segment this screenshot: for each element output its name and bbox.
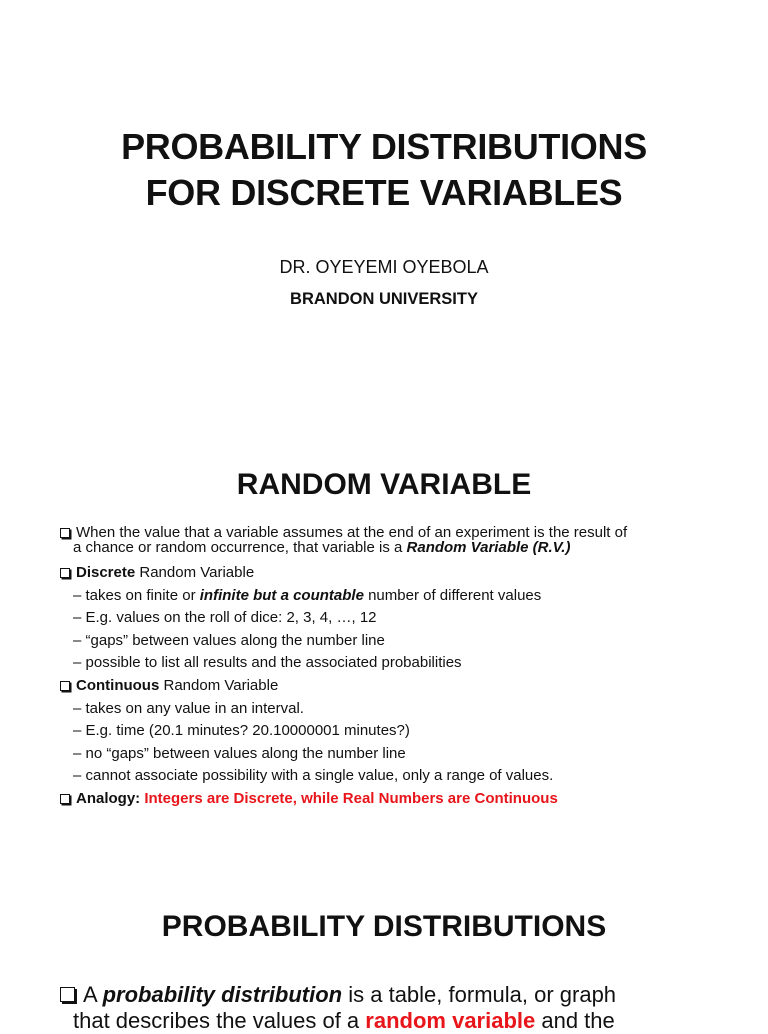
slide-title: PROBABILITY DISTRIBUTIONS: [161, 910, 607, 943]
sub-item: – no “gaps” between values along the number line: [73, 744, 406, 762]
slide-title: RANDOM VARIABLE: [236, 468, 532, 501]
checkbox-bullet-icon: [60, 568, 70, 578]
random-variable-slide: [0, 430, 768, 870]
sub-item: – “gaps” between values along the number line: [73, 631, 385, 649]
list-item-continuation: a chance or random occurrence, that variable is a Random Variable (R.V.): [73, 539, 571, 556]
bullet-list: [60, 525, 720, 811]
sub-item: – E.g. time (20.1 minutes? 20.10000001 minutes?): [73, 722, 410, 740]
list-item: A probability distribution is a table, formula, or graph: [60, 982, 740, 1008]
list-item: Continuous Random Variable: [60, 675, 720, 698]
sub-item: – E.g. values on the roll of dice: 2, 3, 4, …, 12: [73, 609, 377, 627]
checkbox-bullet-icon: [60, 987, 75, 1002]
title-line-1: PROBABILITY DISTRIBUTIONS: [121, 126, 647, 167]
slide-title: [0, 124, 768, 216]
list-item: When the value that a variable assumes at the end of an experiment is the result of: [60, 525, 720, 540]
sub-item: – cannot associate possibility with a single value, only a range of values.: [73, 767, 554, 785]
analogy-highlight: Integers are Discrete, while Real Numbers are Continuous: [144, 789, 558, 807]
probability-distributions-slide: [0, 870, 768, 1033]
bullet-list: [60, 982, 740, 1034]
sub-item: – possible to list all results and the associated probabilities: [73, 654, 462, 672]
list-item-continuation: that describes the values of a random variable and the: [73, 1008, 615, 1033]
list-item: Discrete Random Variable: [60, 562, 720, 585]
title-line-2: FOR DISCRETE VARIABLES: [145, 172, 623, 213]
author-name: DR. OYEYEMI OYEBOLA: [279, 257, 489, 277]
sub-item: – takes on any value in an interval.: [73, 699, 304, 717]
checkbox-bullet-icon: [60, 528, 70, 538]
university-name: BRANDON UNIVERSITY: [290, 290, 478, 308]
checkbox-bullet-icon: [60, 794, 70, 804]
title-slide: [0, 0, 768, 430]
sub-item: – takes on finite or infinite but a countable number of different values: [73, 586, 542, 604]
checkbox-bullet-icon: [60, 681, 70, 691]
list-item: Analogy: Integers are Discrete, while Real Numbers are Continuous: [60, 788, 720, 811]
